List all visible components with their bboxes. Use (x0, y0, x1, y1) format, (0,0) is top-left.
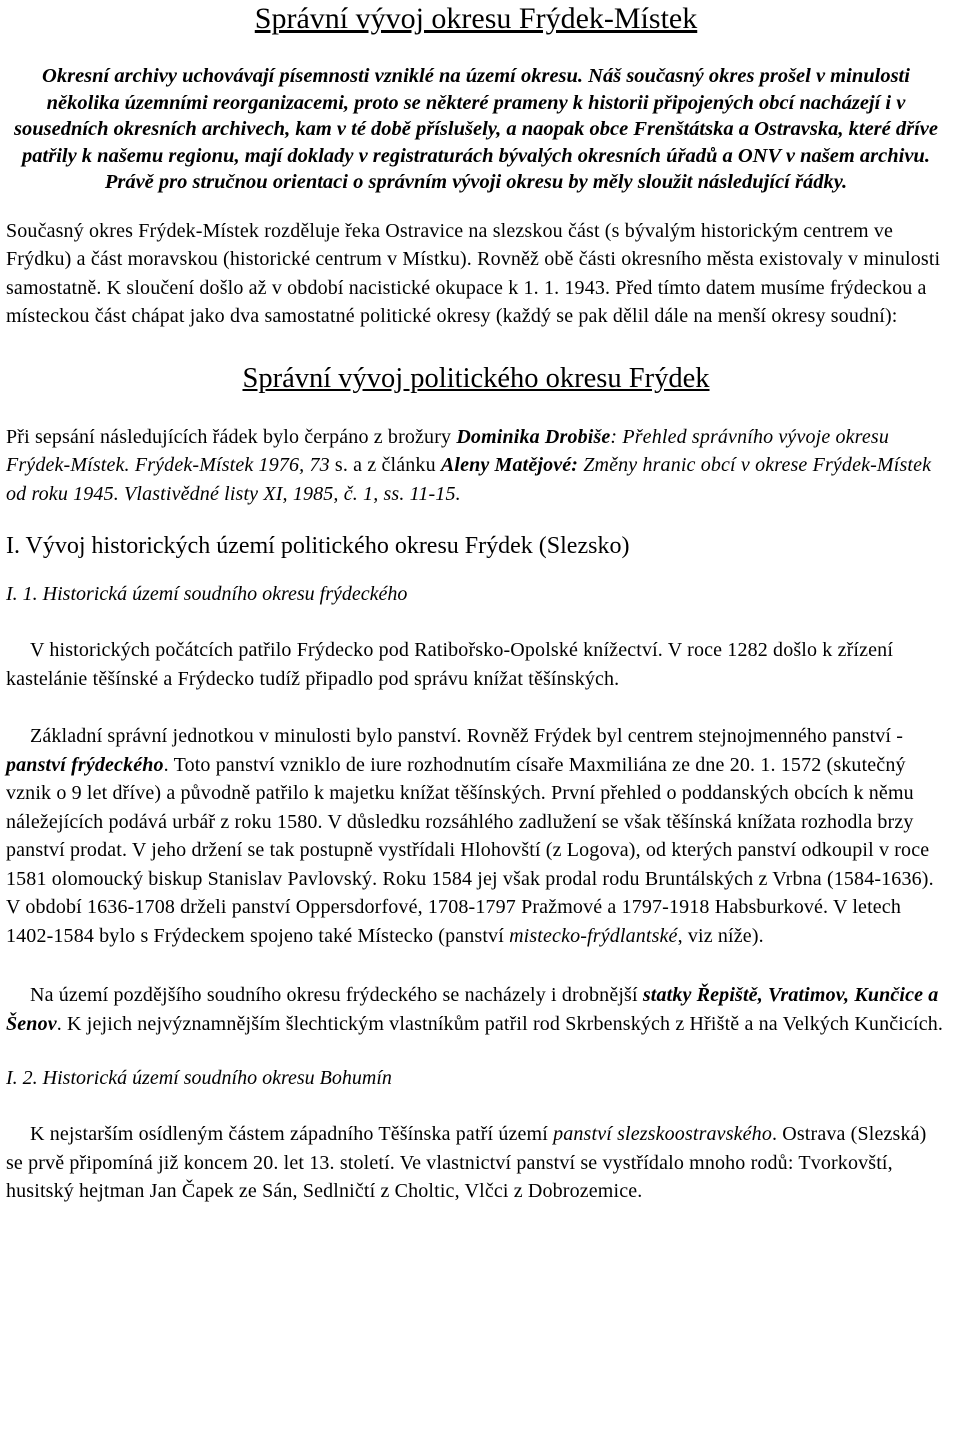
basic-estate-name: panství frýdeckého (6, 753, 164, 776)
subsection-1-heading: I. 1. Historická území soudního okresu frýdeckého (6, 583, 408, 605)
territory-estates: statky Řepiště, Vratimov, Kunčice a Šenov (6, 984, 939, 1035)
oldest-estate-name: panství slezskoostravského (553, 1123, 772, 1145)
basic-text-2: . Toto panství vzniklo de iure rozhodnutím císaře Maxmiliána ze dne 20. 1. 1572 (skutečný vznik o 9 let dříve) a původně patřilo k majetku knížat těšínských. První přehled o poddanských obcích k němu náležejících podává urbář z roku 1580. V důsledku rozsáhlého zadlužení se však těšínská knížata rozhodla brzy panství prodat. V jeho držení se tak postupně vystřídali Hlohovští (z Logova), od kterých panství odkoupil v roce 1581 olomoucký biskup Stanislav Pavlovský. Roku 1584 jej však prodal rodu Bruntálských z Vrbna (1584-1636). V období 1636-1708 drželi panství Oppersdorfové, 1708-1797 Pražmové a 1797-1918 Habsburkové. V letech 1402-1584 bylo s Frýdeckem spojeno také Místecko (panství (6, 753, 934, 947)
territory-paragraph (6, 981, 946, 1038)
source-text-2: : Přehled správního vývoje okresu Frýdek-Místek. Frýdek-Místek 1976, 73 (6, 425, 889, 476)
basic-estate-mistecko: mistecko-frýdlantské (509, 924, 678, 947)
basic-text-1: Základní správní jednotkou v minulosti bylo panství. Rovněž Frýdek byl centrem stejnojmenného panství - (30, 725, 904, 747)
basic-unit-paragraph (6, 722, 946, 950)
section-1-heading: I. Vývoj historických území politického okresu Frýdek (Slezsko) (6, 533, 630, 559)
historic-paragraph: V historických počátcích patřilo Frýdecko pod Ratibořsko-Opolské knížectví. V roce 1282 došlo k zřízení kastelánie těšínské a Frýdecko tudíž připadlo pod správu knížat těšínských. (6, 639, 894, 690)
source-author-matejova: Aleny Matějové: (440, 454, 579, 476)
oldest-text-1: K nejstarším osídleným částem západního Těšínska patří území (30, 1123, 554, 1145)
subsection-2-heading: I. 2. Historická území soudního okresu Bohumín (6, 1067, 392, 1089)
territory-text-2: . K jejich nejvýznamnějším šlechtickým vlastníkům patřil rod Skrbenských z Hřiště a na Velkých Kunčicích. (56, 1012, 944, 1035)
oldest-paragraph (6, 1120, 946, 1206)
basic-text-3: , viz níže). (677, 924, 764, 947)
oldest-text-2: . Ostrava (Slezská) se prvě připomíná již koncem 20. let 13. století. Ve vlastnictví panství se vystřídalo mnoho rodů: Tvorkovští, husitský hejtman Jan Čapek ze Sán, Sedlničtí z Choltic, Vlčci z Dobrozemice. (6, 1123, 927, 1202)
source-paragraph (6, 423, 946, 509)
source-author-drobis: Dominika Drobiše (456, 425, 611, 448)
source-text-3: s. a z článku (329, 454, 441, 476)
document-title: Správní vývoj okresu Frýdek-Místek (254, 2, 698, 35)
source-text-1: Při sepsání následujících řádek bylo čerpáno z brožury (6, 425, 457, 448)
current-district-paragraph: Současný okres Frýdek-Místek rozděluje řeka Ostravice na slezskou část (s bývalým historickým centrem ve Frýdku) a část moravskou (historické centrum v Místku). Rovněž obě části okresního města existovaly v minulosti samostatně. K sloučení došlo až v období nacistické okupace k 1. 1. 1943. Před tímto datem musíme frýdeckou a místeckou část chápat jako dva samostatné politické okresy (každý se pak dělil dále na menší okresy soudní): (6, 219, 941, 327)
intro-paragraph: Okresní archivy uchovávají písemnosti vzniklé na území okresu. Náš současný okres prošel v minulosti několika územními reorganizacemi, proto se některé prameny k historii připojených obcí nacházejí i v sousedních okresních archivech, kam v té době příslušely, a naopak obce Frenštátska a Ostravska, které dříve patřily k našemu regionu, mají doklady v registraturách bývalých okresních úřadů a ONV v našem archivu. Právě pro stručnou orientaci o správním vývoji okresu by měly sloužit následující řádky. (14, 65, 938, 193)
territory-text-1: Na území pozdějšího soudního okresu frýdeckého se nacházely i drobnější (30, 984, 643, 1006)
source-text-4: Změny hranic obcí v okrese Frýdek-Místek od roku 1945. Vlastivědné listy XI, 1985, č. 1, ss. 11-15. (6, 454, 932, 505)
section-title-frydek: Správní vývoj politického okresu Frýdek (242, 362, 710, 394)
